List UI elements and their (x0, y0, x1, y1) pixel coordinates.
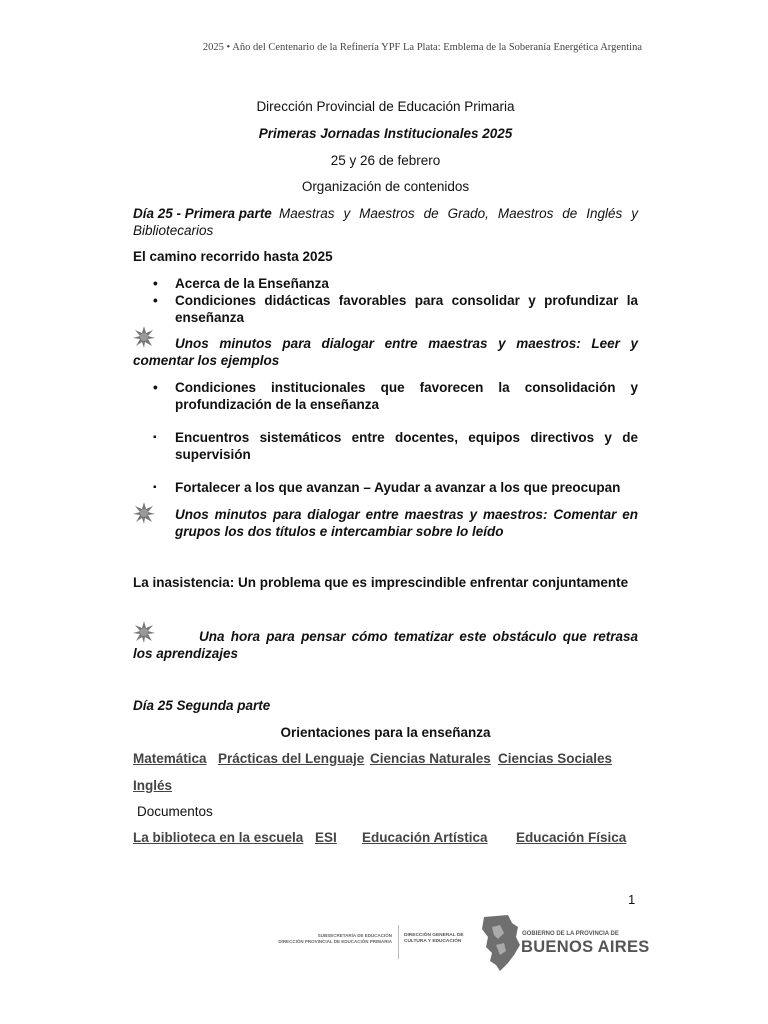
day2-label: Día 25 Segunda parte (133, 698, 271, 713)
bullet-item-teaching: Acerca de la Enseñanza (175, 276, 329, 291)
day1-label: Día 25 - Primera parte (133, 206, 272, 221)
bullet-dot: • (153, 276, 158, 291)
footer-directorate (404, 933, 474, 945)
link-ingles[interactable]: Inglés (133, 778, 173, 793)
footer-province: BUENOS AIRES (521, 938, 650, 956)
title-organization: Organización de contenidos (301, 179, 470, 194)
title-event: Primeras Jornadas Institucionales 2025 (258, 126, 513, 141)
footer-subsecretariat-line1: SUBSECRETARÍA DE EDUCACIÓN (317, 933, 392, 938)
bullet-item-strengthen: Fortalecer a los que avanzan – Ayudar a avanzar a los que preocupan (175, 480, 621, 495)
footer-subsecretariat-line2: DIRECCIÓN PROVINCIAL DE EDUCACIÓN PRIMARIA (278, 939, 392, 944)
day1-audience-cont: Bibliotecarios (133, 223, 214, 238)
footer-subsecretariat (252, 933, 392, 945)
footer-government: GOBIERNO DE LA PROVINCIA DE (522, 931, 619, 937)
link-ciencias-sociales[interactable]: Ciencias Sociales (498, 751, 613, 766)
province-map-logo-icon (478, 913, 522, 973)
link-esi[interactable]: ESI (315, 830, 337, 845)
footer-divider (398, 925, 399, 959)
note-dialogue-examples: Unos minutos para dialogar entre maestras y maestros: Leer y comentar los ejemplos (133, 336, 638, 368)
square-bullet: ▪ (153, 482, 157, 493)
square-bullet: ▪ (153, 432, 157, 443)
footer-directorate-line1: DIRECCIÓN GENERAL DE (404, 933, 464, 938)
bullet-item-institutional: Condiciones institucionales que favorecen la consolidación y profundización de la enseñanza (175, 380, 638, 412)
title-directorate: Dirección Provincial de Educación Primaria (256, 99, 515, 114)
day1-heading (133, 205, 638, 239)
section-path-heading: El camino recorrido hasta 2025 (133, 249, 333, 264)
link-biblioteca[interactable]: La biblioteca en la escuela (133, 830, 304, 845)
note-absence-hour: Una hora para pensar cómo tematizar este obstáculo que retrasa los aprendizajes (133, 629, 638, 661)
bullet-item-meetings: Encuentros sistemáticos entre docentes, equipos directivos y de supervisión (175, 430, 638, 462)
note-dialogue-titles: Unos minutos para dialogar entre maestras y maestros: Comentar en grupos los dos títulos e intercambiar sobre lo leído (175, 507, 638, 539)
link-practicas-lenguaje[interactable]: Prácticas del Lenguaje (218, 751, 365, 766)
link-ciencias-naturales[interactable]: Ciencias Naturales (370, 751, 491, 766)
day1-audience: Maestras y Maestros de Grado, Maestros de Inglés y (279, 206, 638, 221)
link-educacion-fisica[interactable]: Educación Física (516, 830, 627, 845)
link-educacion-artistica[interactable]: Educación Artística (362, 830, 488, 845)
link-matematica[interactable]: Matemática (133, 751, 207, 766)
section-absence-heading: La inasistencia: Un problema que es imprescindible enfrentar conjuntamente (133, 575, 629, 590)
bullet-item-didactic: Condiciones didácticas favorables para consolidar y profundizar la enseñanza (175, 293, 638, 325)
bullet-dot: • (153, 380, 158, 395)
title-dates: 25 y 26 de febrero (330, 153, 441, 168)
documents-label: Documentos (137, 804, 213, 819)
page-header: 2025 • Año del Centenario de la Refinería YPF La Plata: Emblema de la Soberanía Energética Argentina (202, 42, 642, 53)
orientations-heading: Orientaciones para la enseñanza (280, 725, 491, 740)
footer-logos (160, 905, 650, 987)
page-number: 1 (628, 892, 636, 907)
sun-icon (133, 502, 155, 524)
bullet-dot: • (153, 293, 158, 308)
footer-directorate-line2: CULTURA Y EDUCACIÓN (404, 939, 462, 944)
